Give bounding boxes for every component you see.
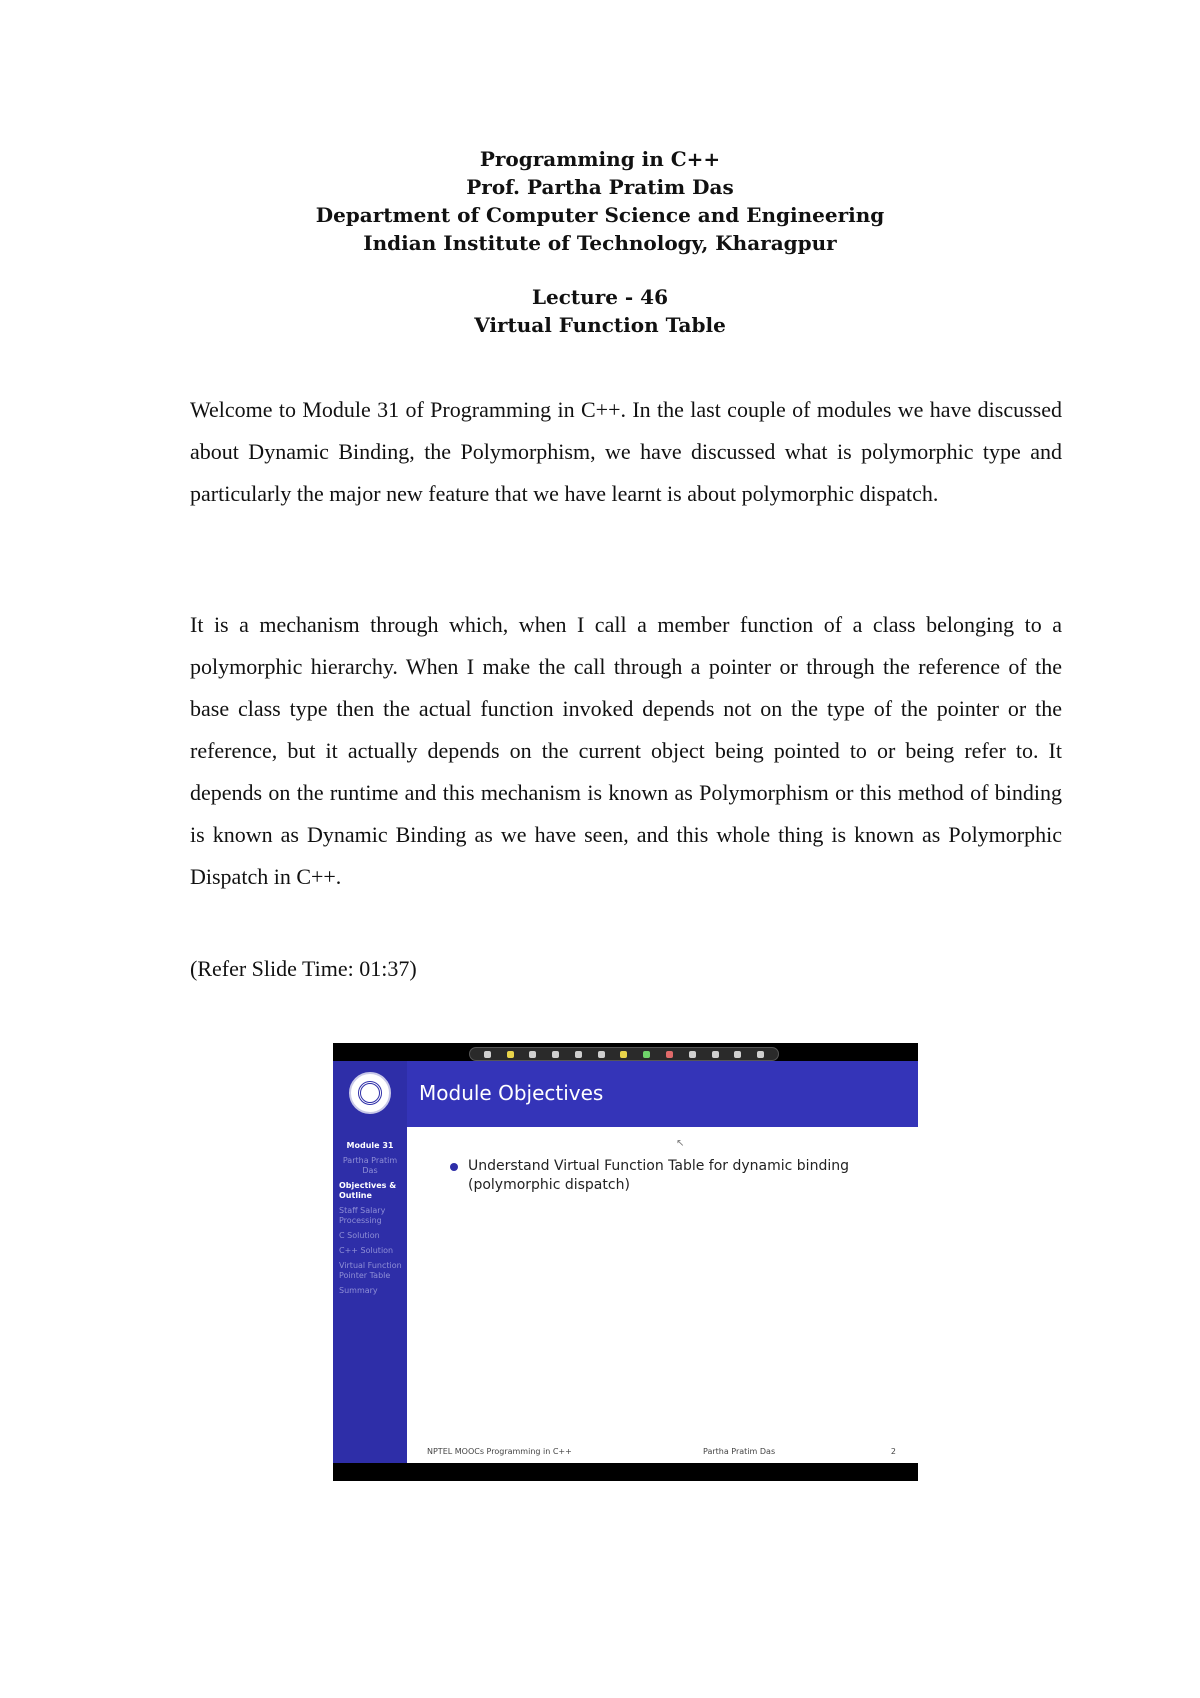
slide-time-reference: (Refer Slide Time: 01:37) — [190, 956, 417, 981]
toolbar-screen-icon — [734, 1051, 741, 1058]
sidebar-item-c-solution: C Solution — [339, 1231, 380, 1240]
sidebar-item-summary: Summary — [339, 1286, 378, 1295]
sidebar-module: Module 31 — [346, 1141, 394, 1150]
lecture-number: Lecture - 46 — [531, 285, 669, 309]
sidebar-item-cpp-solution: C++ Solution — [339, 1246, 394, 1255]
footer-course: NPTEL MOOCs Programming in C++ — [427, 1447, 572, 1456]
paragraph-intro: Welcome to Module 31 of Programming in C++. In the last couple of modules we have discussed about Dynamic Binding, the Polymorphism, we have discussed what is polymorphic type and particularly the major new feature that we have learnt is about polymorphic dispatch. — [190, 397, 1062, 506]
toolbar-eraser-icon — [598, 1051, 605, 1058]
toolbar-highlighter-icon — [620, 1051, 627, 1058]
slide-sidebar-nav — [335, 1141, 405, 1301]
toolbar-undo-icon — [712, 1051, 719, 1058]
institute-name: Indian Institute of Technology, Kharagpur — [363, 231, 837, 255]
footer-page-number: 2 — [890, 1447, 896, 1456]
lecture-topic: Virtual Function Table — [474, 313, 726, 337]
course-title: Programming in C++ — [479, 147, 721, 171]
toolbar-pointer-icon — [689, 1051, 696, 1058]
slide-bullet-text: Understand Virtual Function Table for dynamic binding (polymorphic dispatch) — [468, 1158, 849, 1193]
slide-toolbar — [469, 1047, 779, 1061]
footer-author: Partha Pratim Das — [703, 1447, 776, 1456]
slide-bullet-item — [446, 1157, 908, 1195]
slide-sidebar — [333, 1061, 407, 1463]
slide-title: Module Objectives — [419, 1081, 604, 1105]
iit-logo-icon — [349, 1072, 391, 1114]
toolbar-arrow-icon — [484, 1051, 491, 1058]
slide-footer — [407, 1445, 918, 1459]
cursor-icon: ↖ — [676, 1138, 685, 1149]
sidebar-author: Partha Pratim Das — [342, 1156, 398, 1175]
sidebar-item-staff-salary: Staff Salary Processing — [339, 1206, 386, 1225]
professor-name: Prof. Partha Pratim Das — [466, 175, 734, 199]
toolbar-color-icon — [666, 1051, 673, 1058]
sidebar-item-objectives: Objectives & Outline — [339, 1181, 397, 1200]
paragraph-mechanism: It is a mechanism through which, when I call a member function of a class belonging to a polymorphic hierarchy. When I make the call through a pointer or through the reference of the base class type then the actual function invoked depends not on the type of the pointer or the reference, but it actually depends on the current object being pointed to or being refer to. It depends on the runtime and this mechanism is known as Polymorphism or this method of binding is known as Dynamic Binding as we have seen, and this whole thing is known as Polymorphic Dispatch in C++. — [190, 612, 1062, 889]
toolbar-pen-icon — [507, 1051, 514, 1058]
department-name: Department of Computer Science and Engineering — [315, 203, 885, 227]
header-spacer — [0, 257, 1200, 283]
logo-emblem — [358, 1081, 382, 1105]
document-header — [0, 145, 1200, 339]
toolbar-shape-icon — [529, 1051, 536, 1058]
toolbar-marker-icon — [643, 1051, 650, 1058]
slide-screenshot — [333, 1043, 918, 1481]
toolbar-line-icon — [552, 1051, 559, 1058]
sidebar-item-vtable: Virtual Function Pointer Table — [339, 1261, 402, 1280]
bullet-dot-icon — [450, 1163, 458, 1171]
toolbar-text-icon — [575, 1051, 582, 1058]
slide-titlebar — [407, 1061, 918, 1127]
toolbar-settings-icon — [757, 1051, 764, 1058]
slide-content — [333, 1061, 918, 1463]
